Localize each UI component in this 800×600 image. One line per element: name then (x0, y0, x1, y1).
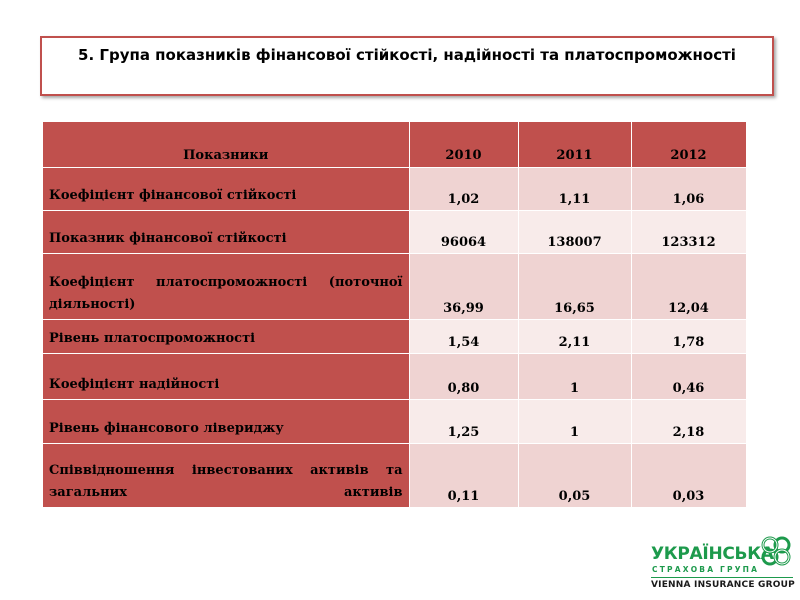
cell-value: 16,65 (518, 253, 631, 319)
cell-value: 0,03 (631, 443, 746, 507)
table-row (43, 167, 746, 210)
page-title: 5. Група показників фінансової стійкості, надійності та платоспроможності (78, 46, 736, 64)
row-label: Рівень платоспроможності (49, 330, 256, 346)
cell-value: 12,04 (631, 253, 746, 319)
table-header-row (43, 122, 746, 167)
cell-value: 1,25 (409, 399, 518, 443)
cell-value: 1 (518, 353, 631, 399)
interlaced-knot-icon (759, 534, 793, 568)
logo-name: УКРАЇНСЬКА (651, 544, 774, 564)
header-2010: 2010 (409, 122, 518, 167)
logo-group-name: VIENNA INSURANCE GROUP (651, 580, 795, 590)
cell-value: 36,99 (409, 253, 518, 319)
header-2012: 2012 (631, 122, 746, 167)
cell-value: 1,78 (631, 319, 746, 353)
cell-value: 2,18 (631, 399, 746, 443)
cell-value: 0,46 (631, 353, 746, 399)
cell-value: 0,11 (409, 443, 518, 507)
cell-value: 123312 (631, 210, 746, 253)
header-indicators: Показники (43, 122, 409, 167)
cell-value: 96064 (409, 210, 518, 253)
table-row (43, 399, 746, 443)
indicators-table (43, 122, 747, 508)
row-label: Коефіцієнт надійності (49, 376, 220, 392)
cell-value: 1,11 (518, 167, 631, 210)
header-2011: 2011 (518, 122, 631, 167)
table-row (43, 443, 746, 507)
cell-value: 1,06 (631, 167, 746, 210)
logo-subtitle: СТРАХОВА ГРУПА (652, 565, 760, 574)
company-logo (649, 534, 795, 596)
table-row (43, 353, 746, 399)
cell-value: 0,80 (409, 353, 518, 399)
table-row (43, 210, 746, 253)
cell-value: 1 (518, 399, 631, 443)
row-label: Показник фінансової стійкості (49, 230, 287, 246)
row-label: Коефіцієнт платоспроможності (поточної діяльності) (49, 274, 403, 312)
cell-value: 138007 (518, 210, 631, 253)
title-box (40, 36, 774, 96)
row-label: Співвідношення інвестованих активів та загальних активів (49, 462, 403, 500)
cell-value: 0,05 (518, 443, 631, 507)
row-label: Коефіцієнт фінансової стійкості (49, 187, 297, 203)
cell-value: 1,54 (409, 319, 518, 353)
cell-value: 1,02 (409, 167, 518, 210)
logo-divider (651, 577, 793, 578)
table-row (43, 253, 746, 319)
cell-value: 2,11 (518, 319, 631, 353)
table-row (43, 319, 746, 353)
row-label: Рівень фінансового лівериджу (49, 420, 284, 436)
